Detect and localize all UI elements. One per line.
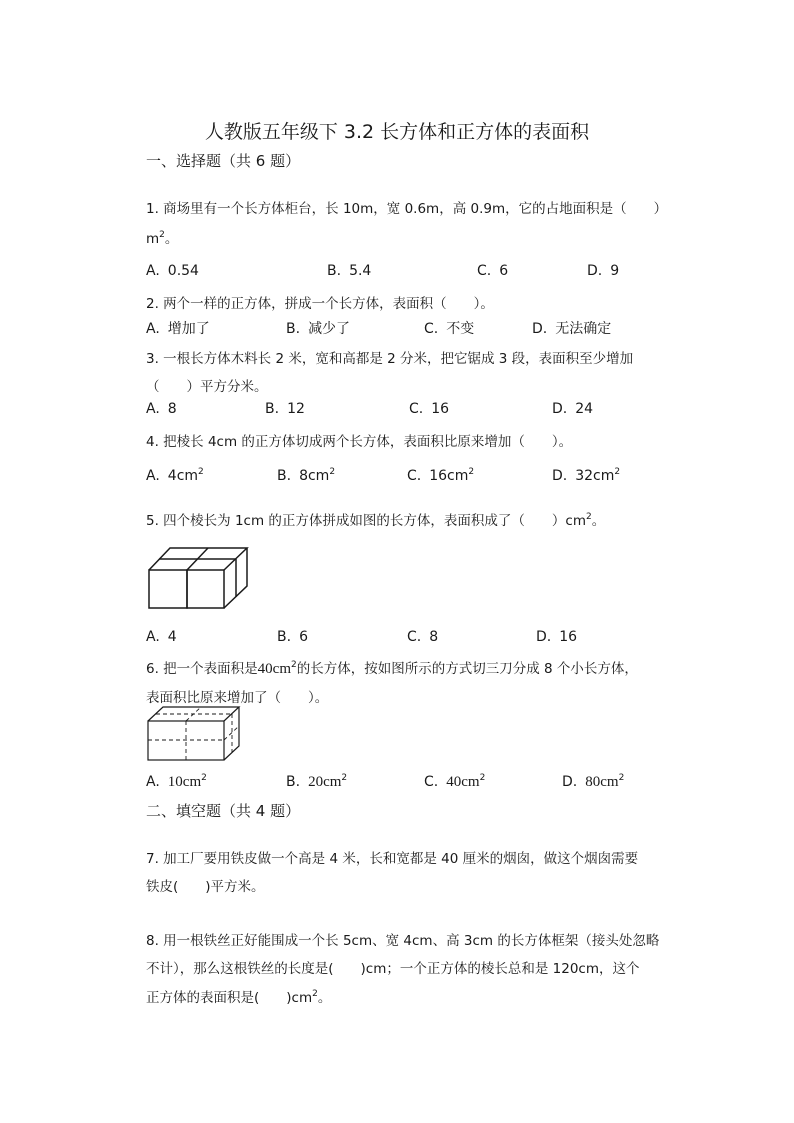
q2-option-c[interactable]	[424, 318, 474, 338]
unit-sup: 2	[329, 467, 336, 477]
section-fill-heading: 二、填空题（共 4 题）	[146, 802, 301, 820]
question-8-text: 8. 用一根铁丝正好能围成一个长 5cm、宽 4cm、高 3cm 的长方体框架（接头处忽略	[146, 933, 660, 949]
option-text: 9	[610, 263, 620, 279]
question-4-text: 4. 把棱长 4cm 的正方体切成两个长方体，表面积比原来增加（ ）。	[146, 434, 573, 450]
option-letter: B.	[327, 263, 342, 279]
option-letter: C.	[409, 401, 424, 417]
question-7-text-2: 铁皮( )平方米。	[146, 879, 265, 895]
unit-sup: 2	[468, 467, 475, 477]
option-letter: C.	[407, 629, 422, 645]
option-text: 32cm	[575, 468, 615, 484]
q1-option-b[interactable]	[327, 263, 371, 279]
option-text: 40cm	[446, 774, 480, 790]
q5-option-c[interactable]	[407, 629, 438, 645]
option-letter: A.	[146, 774, 160, 790]
q1-option-a[interactable]	[146, 263, 199, 279]
q4-option-c[interactable]	[407, 467, 474, 484]
unit-sup: 2	[618, 773, 625, 783]
option-text: 6	[499, 263, 509, 279]
q8-line3-main: 正方体的表面积是( )cm	[146, 990, 313, 1006]
section-choice-heading: 一、选择题（共 6 题）	[146, 152, 301, 170]
option-text: 12	[287, 401, 305, 417]
q6-option-c[interactable]	[424, 773, 485, 791]
q3-option-d[interactable]	[552, 401, 593, 417]
unit-sup: 2	[614, 467, 621, 477]
question-8-text-2: 不计），那么这根铁丝的长度是( )cm；一个正方体的棱长总和是 120cm，这个	[146, 961, 640, 977]
question-1-unit	[146, 227, 178, 247]
page-title: 人教版五年级下 3.2 长方体和正方体的表面积	[204, 121, 590, 143]
option-letter: D.	[552, 468, 568, 484]
option-text: 0.54	[167, 263, 199, 279]
unit-sup: 2	[198, 467, 204, 477]
question-3-text-2: （ ）平方分米。	[146, 379, 268, 395]
q5-option-d[interactable]	[536, 629, 577, 645]
q3-option-a[interactable]	[146, 401, 177, 417]
q5-option-b[interactable]	[277, 629, 308, 645]
option-text: 减少了	[308, 321, 351, 337]
option-text: 4cm	[167, 468, 199, 484]
q6-area-value: 40cm	[257, 661, 291, 677]
question-1-text: 1. 商场里有一个长方体柜台，长 10m，宽 0.6m，高 0.9m，它的占地面积是（ ）	[146, 201, 668, 217]
q2-option-a[interactable]	[146, 318, 210, 338]
question-7-text: 7. 加工厂要用铁皮做一个高是 4 米，长和宽都是 40 厘米的烟囱，做这个烟囱需要	[146, 851, 639, 867]
option-letter: D.	[552, 401, 568, 417]
option-text: 5.4	[349, 263, 372, 279]
option-letter: C.	[424, 774, 439, 790]
question-8-text-3	[146, 986, 331, 1006]
question-2-text: 2. 两个一样的正方体，拼成一个长方体，表面积（ ）。	[146, 296, 494, 312]
option-letter: B.	[265, 401, 280, 417]
q1-option-d[interactable]	[587, 263, 619, 279]
question-6-text	[146, 657, 638, 678]
option-letter: D.	[536, 629, 552, 645]
option-letter: A.	[146, 401, 160, 417]
option-letter: D.	[562, 774, 578, 790]
q6-sup: 2	[291, 660, 297, 670]
q3-option-c[interactable]	[409, 401, 449, 417]
option-text: 不变	[446, 321, 475, 337]
q5-text-main: 5. 四个棱长为 1cm 的正方体拼成如图的长方体，表面积成了（ ）cm	[146, 513, 586, 529]
question-3-text: 3. 一根长方体木料长 2 米，宽和高都是 2 分米，把它锯成 3 段，表面积至少增加	[146, 351, 634, 367]
option-letter: C.	[477, 263, 492, 279]
option-letter: C.	[407, 468, 422, 484]
option-text: 4	[167, 629, 177, 645]
q1-unit-end: 。	[164, 231, 179, 247]
q4-option-d[interactable]	[552, 467, 620, 484]
option-letter: D.	[587, 263, 603, 279]
unit-sup: 2	[479, 773, 486, 783]
option-letter: B.	[277, 629, 292, 645]
option-letter: A.	[146, 468, 160, 484]
option-letter: D.	[532, 321, 548, 337]
option-text: 8	[429, 629, 439, 645]
question-6-text-2: 表面积比原来增加了（ ）。	[146, 690, 329, 706]
option-text: 增加了	[167, 321, 210, 337]
q3-option-b[interactable]	[265, 401, 305, 417]
q8-sup: 2	[312, 989, 318, 999]
q6-text-post: 的长方体，按如图所示的方式切三刀分成 8 个小长方体，	[296, 661, 638, 677]
option-letter: B.	[286, 321, 301, 337]
q6-option-b[interactable]	[286, 773, 347, 791]
q5-option-a[interactable]	[146, 629, 177, 645]
q5-sup: 2	[586, 512, 592, 522]
q5-four-cubes-figure	[146, 544, 252, 612]
unit-sup: 2	[341, 773, 348, 783]
option-text: 20cm	[308, 774, 342, 790]
option-text: 无法确定	[555, 321, 612, 337]
q1-unit-text: m	[146, 231, 160, 247]
option-text: 16	[559, 629, 578, 645]
q6-option-a[interactable]	[146, 773, 207, 791]
q1-unit-sup: 2	[159, 230, 165, 240]
q5-end: 。	[591, 513, 606, 529]
option-text: 24	[575, 401, 594, 417]
option-text: 16cm	[429, 468, 469, 484]
q4-option-b[interactable]	[277, 467, 335, 484]
q6-cut-cuboid-figure	[146, 704, 244, 764]
option-letter: A.	[146, 629, 160, 645]
q6-text-pre: 6. 把一个表面积是	[146, 661, 258, 677]
option-text: 6	[299, 629, 308, 645]
option-letter: A.	[146, 321, 160, 337]
option-text: 10cm	[167, 774, 202, 790]
q8-end: 。	[317, 990, 332, 1006]
q4-option-a[interactable]	[146, 467, 204, 484]
option-letter: A.	[146, 263, 160, 279]
question-5-text	[146, 509, 605, 529]
option-letter: B.	[286, 774, 301, 790]
option-text: 8	[167, 401, 177, 417]
q6-option-d[interactable]	[562, 773, 624, 791]
unit-sup: 2	[201, 773, 207, 783]
q1-option-c[interactable]	[477, 263, 508, 279]
q2-option-d[interactable]	[532, 318, 611, 338]
q2-option-b[interactable]	[286, 318, 350, 338]
option-letter: B.	[277, 468, 292, 484]
option-letter: C.	[424, 321, 439, 337]
option-text: 80cm	[585, 774, 619, 790]
option-text: 8cm	[299, 468, 330, 484]
option-text: 16	[431, 401, 450, 417]
